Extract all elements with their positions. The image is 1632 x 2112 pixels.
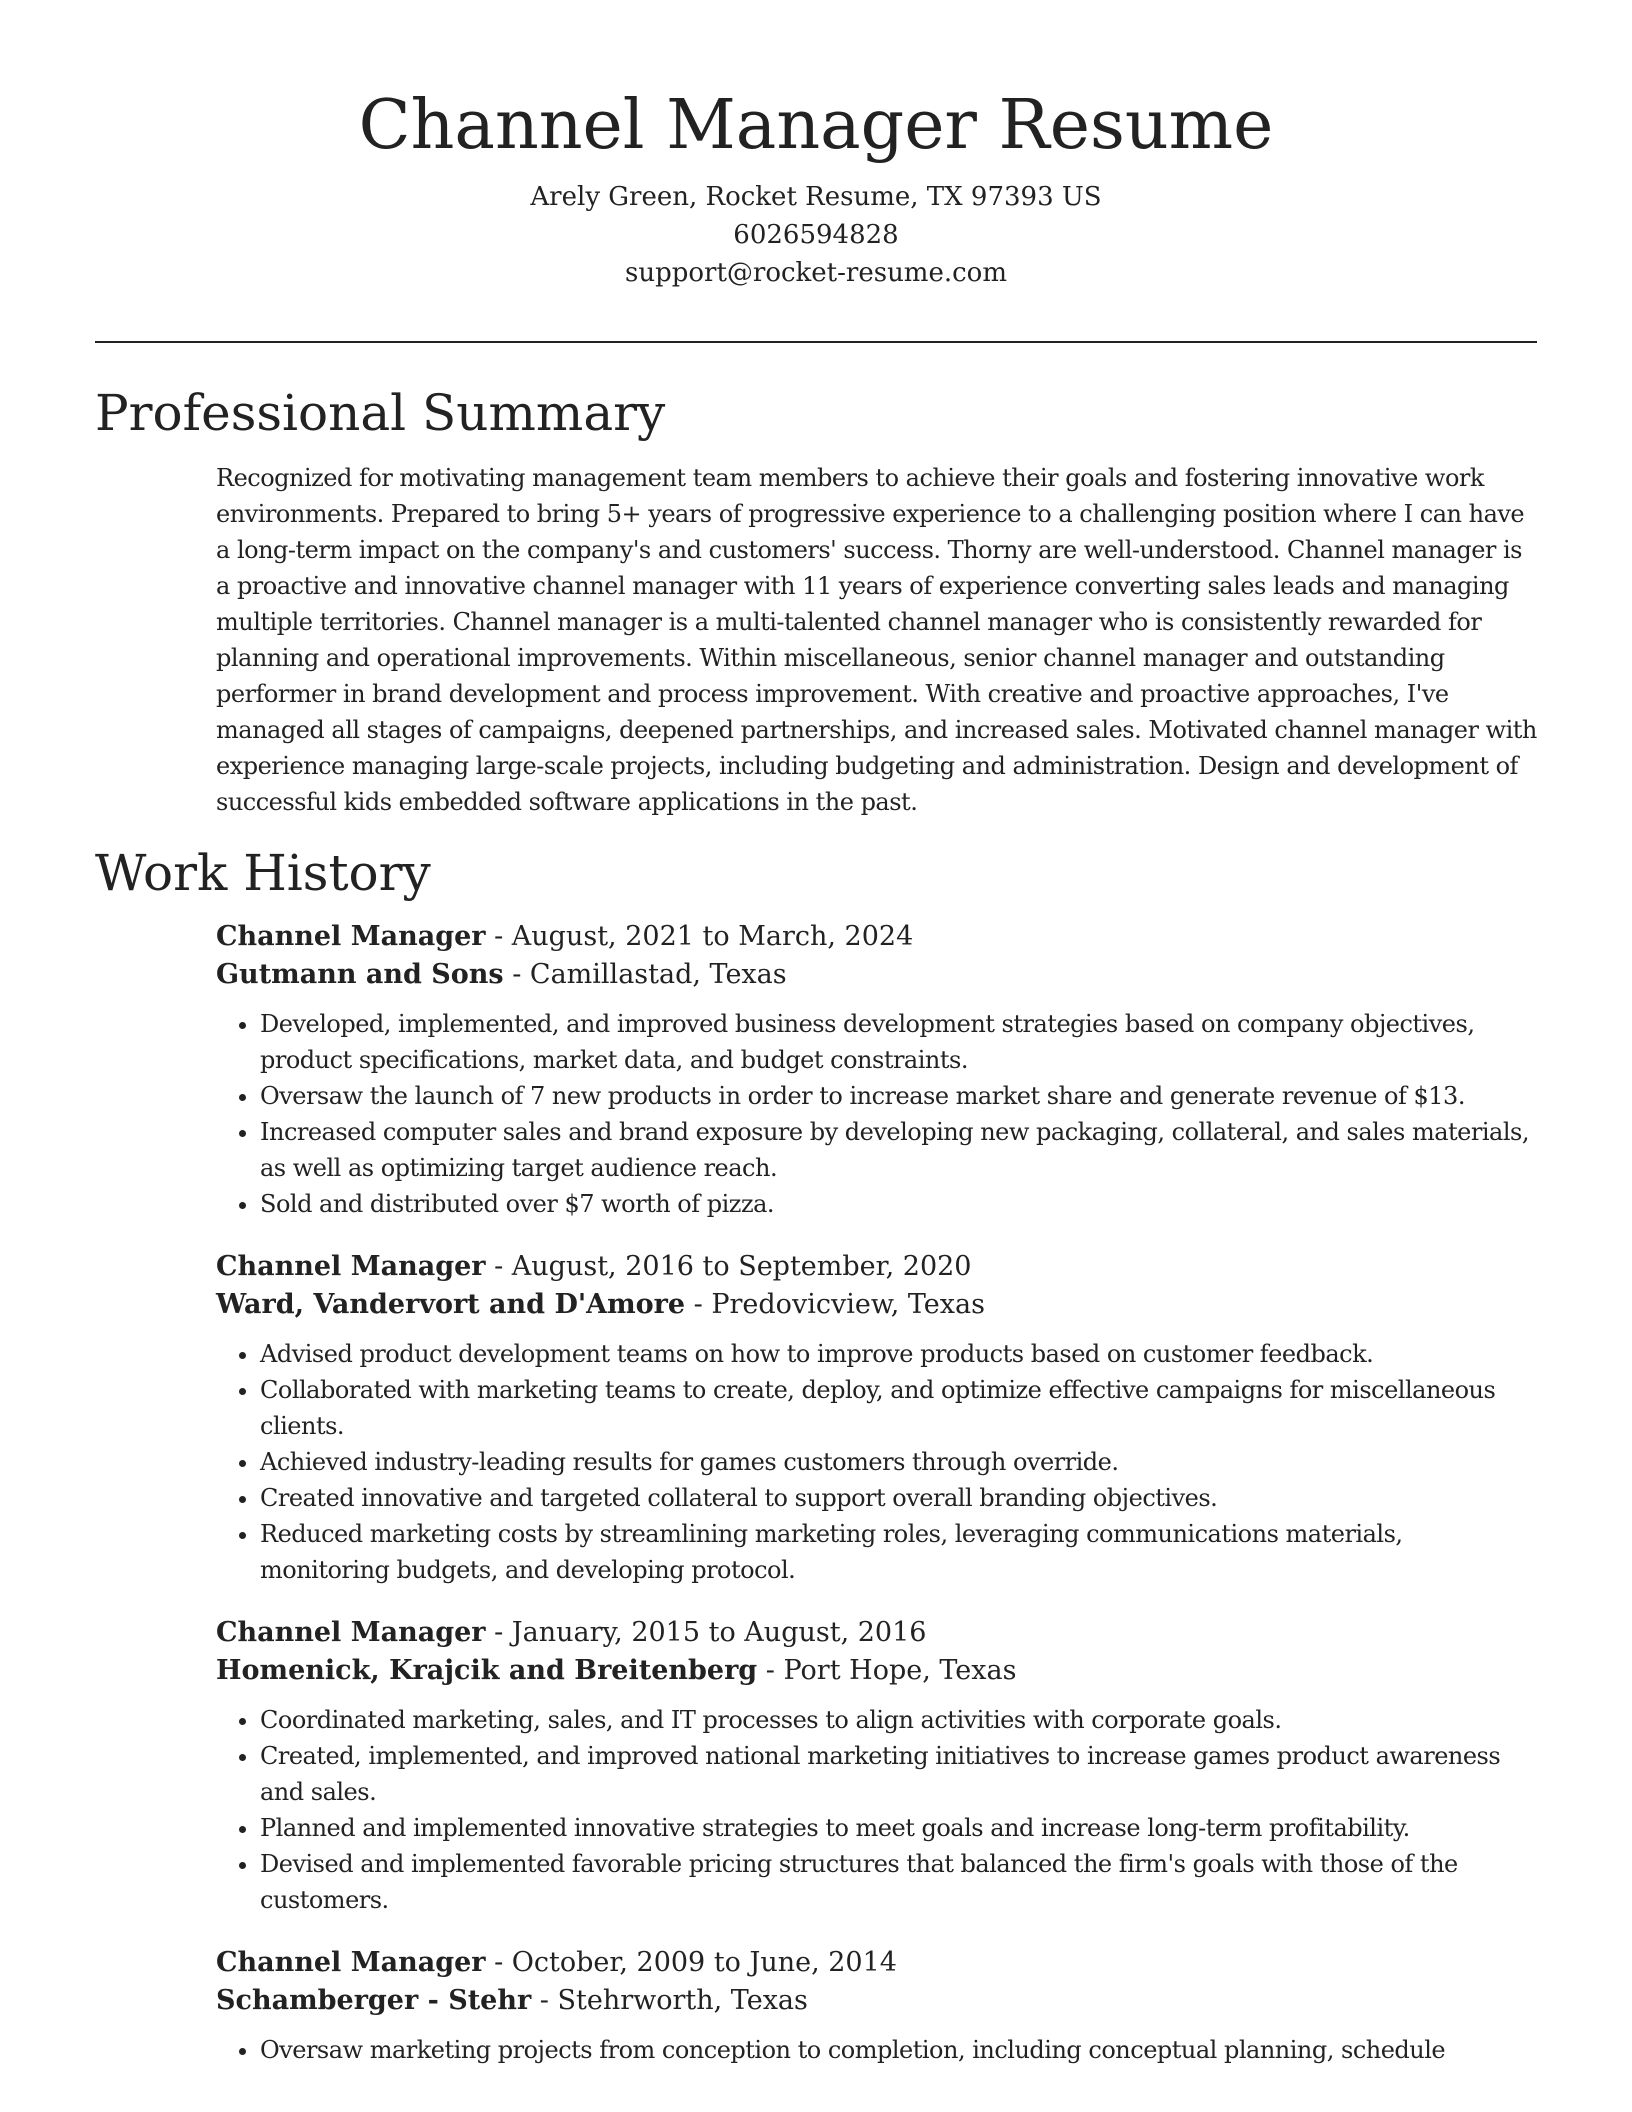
job-bullet: • Developed, implemented, and improved business development strategies based on company objectives, product specifications, market data, and budget constraints. xyxy=(260,1006,1537,1078)
job-bullets xyxy=(216,1336,1537,1588)
summary-heading: Professional Summary xyxy=(95,384,666,442)
job-title-line xyxy=(216,1248,1537,1286)
job-bullet: • Advised product development teams on how to improve products based on customer feedback. xyxy=(260,1336,1537,1372)
contact-phone: 6026594828 xyxy=(733,220,899,250)
job-bullet: • Coordinated marketing, sales, and IT processes to align activities with corporate goals. xyxy=(260,1702,1537,1738)
job-dates: - January, 2015 to August, 2016 xyxy=(485,1617,927,1648)
job-location: - Predovicview, Texas xyxy=(685,1289,985,1320)
job-title-line xyxy=(216,1944,1537,1982)
job-company-line xyxy=(216,956,1537,994)
job-dates: - October, 2009 to June, 2014 xyxy=(485,1947,897,1978)
job-location: - Stehrworth, Texas xyxy=(531,1985,808,2016)
header-divider xyxy=(95,341,1537,343)
job-title: Channel Manager xyxy=(216,1617,486,1648)
page-title: Channel Manager Resume xyxy=(358,86,1274,165)
job-bullet: • Created, implemented, and improved national marketing initiatives to increase games product awareness and sales. xyxy=(260,1738,1537,1810)
job-company-line xyxy=(216,1286,1537,1324)
job-title-line xyxy=(216,918,1537,956)
work-history-heading: Work History xyxy=(95,844,431,902)
summary-section xyxy=(95,378,1537,820)
contact-address: Arely Green, Rocket Resume, TX 97393 US xyxy=(530,182,1102,212)
job-dates: - August, 2016 to September, 2020 xyxy=(485,1251,972,1282)
job-bullet: • Oversaw marketing projects from conception to completion, including conceptual planning, schedule xyxy=(260,2032,1537,2068)
resume-header xyxy=(95,78,1537,292)
job-bullet: • Planned and implemented innovative strategies to meet goals and increase long-term profitability. xyxy=(260,1810,1537,1846)
job-bullet: • Created innovative and targeted collateral to support overall branding objectives. xyxy=(260,1480,1537,1516)
job-bullet: • Increased computer sales and brand exposure by developing new packaging, collateral, and sales materials, as well as optimizing target audience reach. xyxy=(260,1114,1537,1186)
job-bullet: • Collaborated with marketing teams to create, deploy, and optimize effective campaigns for miscellaneous clients. xyxy=(260,1372,1537,1444)
job-company-line xyxy=(216,1982,1537,2020)
job-title: Channel Manager xyxy=(216,1947,486,1978)
job-bullets xyxy=(216,1702,1537,1918)
job-entry xyxy=(95,1944,1537,2068)
job-entry xyxy=(95,1248,1537,1588)
job-bullets xyxy=(216,1006,1537,1222)
job-bullet: • Devised and implemented favorable pricing structures that balanced the firm's goals with those of the customers. xyxy=(260,1846,1537,1918)
job-entry xyxy=(95,918,1537,1222)
job-company-line xyxy=(216,1652,1537,1690)
job-title: Channel Manager xyxy=(216,921,486,952)
job-location: - Camillastad, Texas xyxy=(503,959,787,990)
job-company: Homenick, Krajcik and Breitenberg xyxy=(216,1655,758,1686)
job-title-line xyxy=(216,1614,1537,1652)
job-company: Schamberger - Stehr xyxy=(216,1985,532,2016)
job-location: - Port Hope, Texas xyxy=(757,1655,1017,1686)
job-company: Gutmann and Sons xyxy=(216,959,504,990)
job-bullet: • Oversaw the launch of 7 new products in order to increase market share and generate revenue of $13. xyxy=(260,1078,1537,1114)
contact-email: support@rocket-resume.com xyxy=(624,258,1007,288)
job-dates: - August, 2021 to March, 2024 xyxy=(485,921,914,952)
job-company: Ward, Vandervort and D'Amore xyxy=(216,1289,686,1320)
job-bullet: • Reduced marketing costs by streamlining marketing roles, leveraging communications materials, monitoring budgets, and developing protocol. xyxy=(260,1516,1537,1588)
job-entry xyxy=(95,1614,1537,1918)
job-bullets xyxy=(216,2032,1537,2068)
resume-body xyxy=(95,378,1537,2094)
job-bullet: • Achieved industry-leading results for games customers through override. xyxy=(260,1444,1537,1480)
job-bullet: • Sold and distributed over $7 worth of pizza. xyxy=(260,1186,1537,1222)
work-history-section xyxy=(95,838,1537,2068)
job-title: Channel Manager xyxy=(216,1251,486,1282)
summary-text: Recognized for motivating management team members to achieve their goals and fostering innovative work environments. Prepared to bring 5+ years of progressive experience to a challenging position where I can have a long-term impact on the company's and customers' success. Thorny are well-understood. Channel manager is a proactive and innovative channel manager with 11 years of experience converting sales leads and managing multiple territories. Channel manager is a multi-talented channel manager who is consistently rewarded for planning and operational improvements. Within miscellaneous, senior channel manager and outstanding performer in brand development and process improvement. With creative and proactive approaches, I've managed all stages of campaigns, deepened partnerships, and increased sales. Motivated channel manager with experience managing large-scale projects, including budgeting and administration. Design and development of successful kids embedded software applications in the past. xyxy=(216,464,1537,816)
